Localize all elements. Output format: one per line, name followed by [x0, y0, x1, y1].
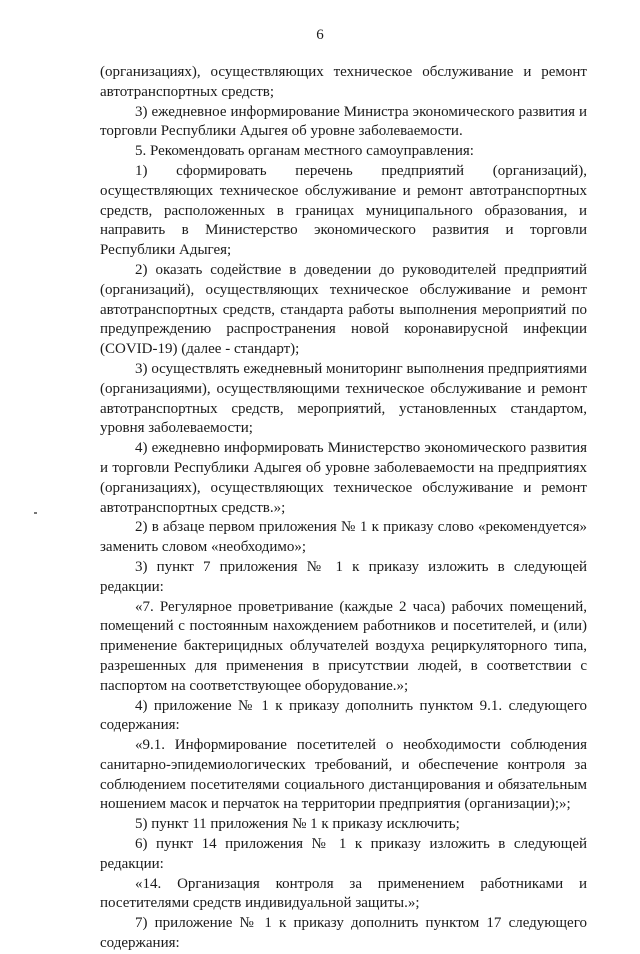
paragraph-item-4-3: 3) ежедневное информирование Министра экономического развития и торговли Республики Адыгея об уровне заболеваемости. [100, 103, 587, 140]
paragraph-amendment-7: 7) приложение № 1 к приказу дополнить пунктом 17 следующего содержания: [100, 915, 587, 952]
paragraph-quote-7: «7. Регулярное проветривание (каждые 2 часа) рабочих помещений, помещений с постоянным нахождением работников и посетителей, и (или) применение бактерицидных облучателей воздуха рециркуляторного типа, разрешенных для применения в присутствии людей, в соответствии с паспортом на соответствующее оборудование.»; [100, 598, 587, 694]
paragraph-section-5: 5. Рекомендовать органам местного самоуправления: [135, 143, 474, 160]
paragraph-quote-14: «14. Организация контроля за применением работниками и посетителями средств индивидуальной защиты.»; [100, 875, 587, 912]
page-number: 6 [316, 27, 324, 43]
paragraph-amendment-3: 3) пункт 7 приложения № 1 к приказу изложить в следующей редакции: [100, 558, 587, 595]
scan-artifact [34, 512, 37, 514]
paragraph-item-5-4: 4) ежедневно информировать Министерство экономического развития и торговли Республики Адыгея об уровне заболеваемости на предприятиях (организациях), осуществляющих техническое обслуживание и ремонт автотранспортных средств.»; [100, 440, 587, 516]
paragraph-continuation: (организациях), осуществляющих техническое обслуживание и ремонт автотранспортных средств; [100, 64, 587, 100]
paragraph-item-5-2: 2) оказать содействие в доведении до руководителей предприятий (организаций), осуществляющих техническое обслуживание и ремонт автотранспортных средств, стандарта работы выполнения мероприятий по предупреждению распространения новой коронавирусной инфекции (COVID-19) (далее - стандарт); [100, 261, 587, 358]
paragraph-item-5-1: 1) сформировать перечень предприятий (организаций), осуществляющих техническое обслуживание и ремонт автотранспортных средств, расположенных в границах муниципального образования, и направить в Министерство экономического развития и торговли Республики Адыгея; [100, 162, 587, 259]
paragraph-amendment-5: 5) пункт 11 приложения № 1 к приказу исключить; [135, 816, 460, 833]
document-body [100, 63, 587, 954]
paragraph-amendment-2: 2) в абзаце первом приложения № 1 к приказу слово «рекомендуется» заменить словом «необходимо»; [100, 519, 587, 556]
paragraph-item-5-3: 3) осуществлять ежедневный мониторинг выполнения предприятиями (организациями), осуществляющими техническое обслуживание и ремонт автотранспортных средств, мероприятий, установленных стандартом, уровня заболеваемости; [100, 360, 587, 437]
paragraph-amendment-4: 4) приложение № 1 к приказу дополнить пунктом 9.1. следующего содержания: [100, 697, 587, 734]
paragraph-amendment-6: 6) пункт 14 приложения № 1 к приказу изложить в следующей редакции: [100, 836, 587, 872]
paragraph-quote-9-1: «9.1. Информирование посетителей о необходимости соблюдения санитарно-эпидемиологических требований, и обеспечение контроля за соблюдением посетителями социального дистанцирования и обязательным ношением масок и перчаток на территории предприятия (организации);»; [100, 737, 587, 813]
